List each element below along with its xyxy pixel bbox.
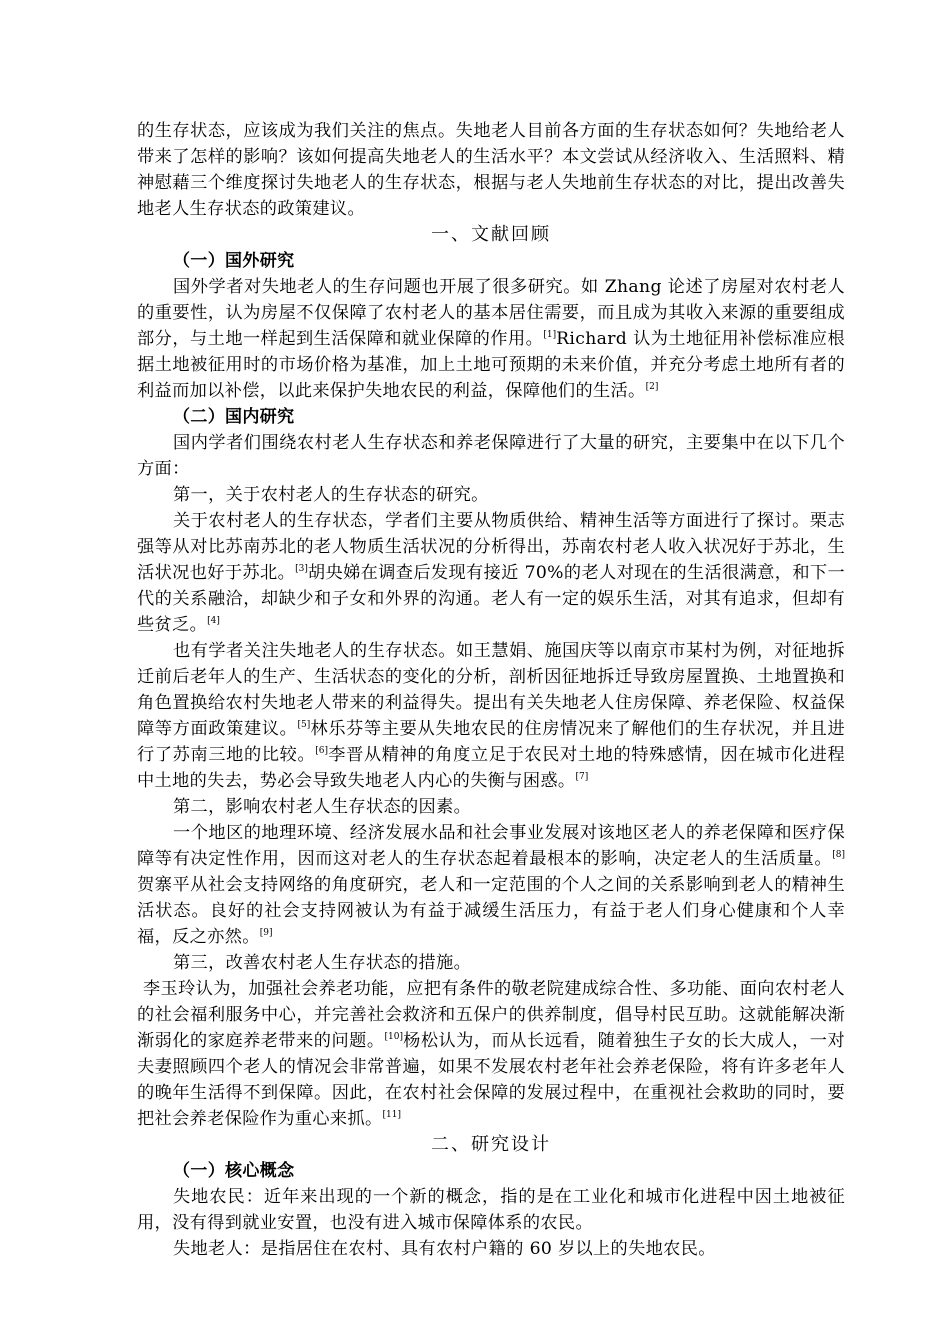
- concept-landless-elderly: 失地老人：是指居住在农村、具有农村户籍的 60 岁以上的失地农民。: [173, 1239, 716, 1259]
- citation-9: [9]: [259, 928, 273, 938]
- citation-2: [2]: [645, 382, 659, 392]
- subsection-heading-core-concepts: （一）核心概念: [173, 1161, 295, 1181]
- foreign-research-paragraph: [137, 274, 845, 404]
- first-topic-paragraph: 第一，关于农村老人的生存状态的研究。: [173, 485, 489, 505]
- rural-text-b: 胡央娣在调查后发现有接近 70%的老人对现在的生活很满意，和下一代的关系融洽，却缺少和子女和外界的沟通。老人有一定的娱乐生活，对其有追求，但却有些贫乏。: [137, 563, 845, 635]
- document-page: [137, 118, 845, 1262]
- citation-3: [3]: [295, 564, 308, 574]
- citation-10: [10]: [384, 1032, 403, 1042]
- factor-text-b: 贺寨平从社会支持网络的角度研究，老人和一定范围的个人之间的关系影响到老人的精神生活状态。良好的社会支持网被认为有益于减缓生活压力，有益于老人们身心健康和个人幸福，反之亦然。: [137, 875, 845, 947]
- landless-text-c: 李晋从精神的角度立足于农民对土地的特殊感情，因在城市化进程中土地的失去，势必会导致失地老人内心的失衡与困惑。: [137, 745, 845, 791]
- factors-paragraph: [137, 820, 845, 950]
- measure-text-a: 李玉玲认为，加强社会养老功能，应把有条件的敬老院建成综合性、多功能、面向农村老人的社会福利服务中心，并完善社会救济和五保户的供养制度，倡导村民互助。这就能解决渐渐弱化的家庭养老带来的问题。: [137, 979, 845, 1051]
- section-heading-research-design: 二、研究设计: [431, 1134, 551, 1155]
- citation-11: [11]: [382, 1110, 402, 1120]
- citation-8: [8]: [832, 850, 845, 860]
- landless-text-b: 林乐芬等主要从失地农民的住房情况来了解他们的生存状况，并且进行了苏南三地的比较。: [137, 719, 845, 765]
- measure-text-b: 杨松认为，而从长远看，随着独生子女的长大成人，一对夫妻照顾四个老人的情况会非常普遍，如果不发展农村老年社会养老保险，将有许多老年人的晚年生活得不到保障。因此，在农村社会保障的发展过程中，在重视社会救助的同时，要把社会养老保险作为重心来抓。: [137, 1031, 845, 1129]
- citation-4: [4]: [207, 616, 220, 626]
- subsection-heading-foreign-research: （一）国外研究: [173, 251, 295, 271]
- second-topic-paragraph: 第二，影响农村老人生存状态的因素。: [173, 797, 472, 817]
- foreign-text-a: 国外学者对失地老人的生存问题也开展了很多研究。如 Zhang 论述了房屋对农村老人的重要性，认为房屋不仅保障了农村老人的基本居住需要，而且成为其收入来源的重要组成部分，与土地一样起到生活保障和就业保障的作用。: [137, 277, 845, 349]
- measures-paragraph: [137, 976, 845, 1132]
- section-heading-literature-review: 一、文献回顾: [431, 224, 551, 245]
- domestic-intro-paragraph: 国内学者们围绕农村老人生存状态和养老保障进行了大量的研究，主要集中在以下几个方面：: [137, 433, 845, 479]
- citation-6: [6]: [315, 746, 329, 756]
- concept-landless-farmers: 失地农民：近年来出现的一个新的概念，指的是在工业化和城市化进程中因土地被征用，没有得到就业安置，也没有进入城市保障体系的农民。: [137, 1187, 845, 1233]
- rural-text-a: 关于农村老人的生存状态，学者们主要从物质供给、精神生活等方面进行了探讨。栗志强等从对比苏南苏北的老人物质生活状况的分析得出，苏南农村老人收入状况好于苏北，生活状况也好于苏北。: [137, 511, 845, 583]
- factor-text-a: 一个地区的地理环境、经济发展水品和社会事业发展对该地区老人的养老保障和医疗保障等有决定性作用，因而这对老人的生存状态起着最根本的影响，决定老人的生活质量。: [137, 823, 845, 869]
- intro-paragraph: 的生存状态，应该成为我们关注的焦点。失地老人目前各方面的生存状态如何？失地给老人带来了怎样的影响？该如何提高失地老人的生活水平？本文尝试从经济收入、生活照料、精神慰藉三个维度探讨失地老人的生存状态，根据与老人失地前生存状态的对比，提出改善失地老人生存状态的政策建议。: [137, 121, 845, 219]
- rural-elderly-paragraph: [137, 508, 845, 638]
- landless-text-a: 也有学者关注失地老人的生存状态。如王慧娟、施国庆等以南京市某村为例，对征地拆迁前后老年人的生产、生活状态的变化的分析，剖析因征地拆迁导致房屋置换、土地置换和角色置换给农村失地老人带来的利益得失。提出有关失地老人住房保障、养老保险、权益保障等方面政策建议。: [137, 641, 845, 739]
- citation-1: [1]: [543, 330, 557, 340]
- foreign-text-b: Richard 认为土地征用补偿标准应根据土地被征用时的市场价格为基准，加上土地可预期的未来价值，并充分考虑土地所有者的利益而加以补偿，以此来保护失地农民的利益，保障他们的生活。: [137, 329, 845, 401]
- citation-5: [5]: [297, 720, 311, 730]
- landless-elderly-paragraph: [137, 638, 845, 794]
- subsection-heading-domestic-research: （二）国内研究: [173, 407, 295, 427]
- third-topic-paragraph: 第三，改善农村老人生存状态的措施。: [173, 953, 472, 973]
- citation-7: [7]: [575, 772, 589, 782]
